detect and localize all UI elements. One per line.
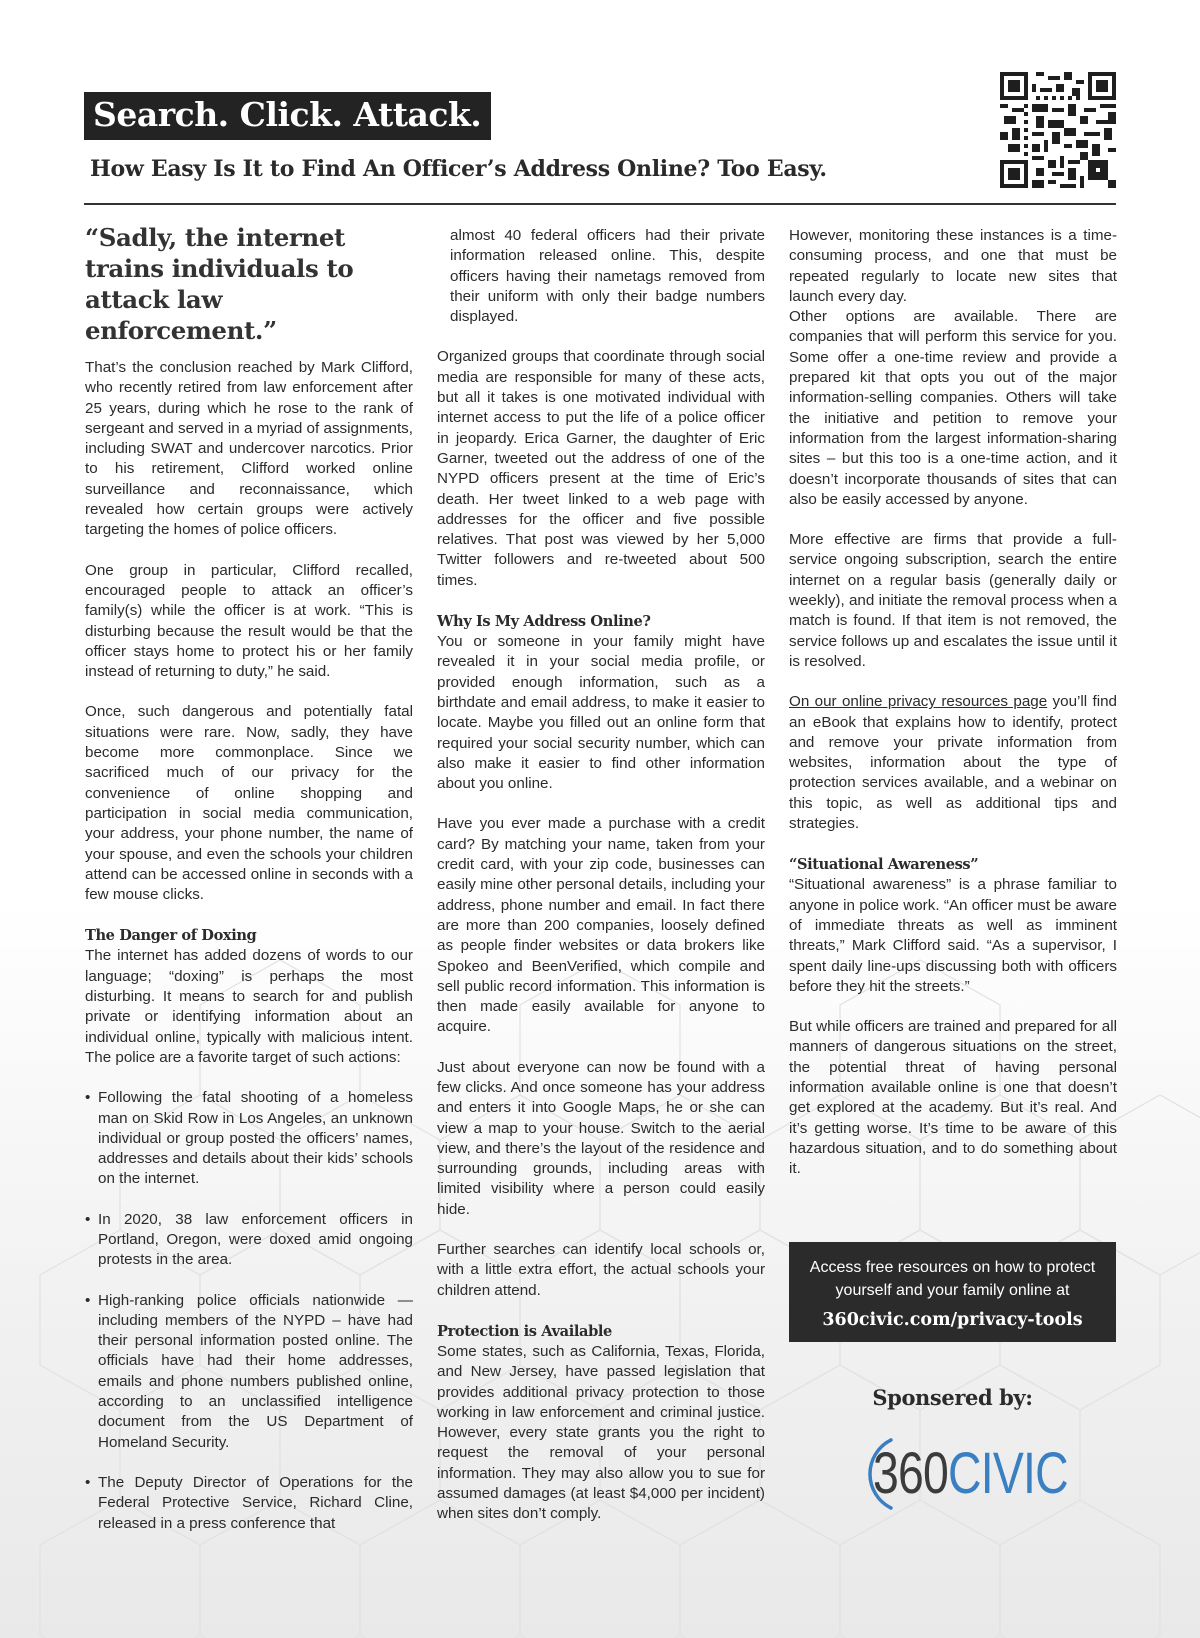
column-2 bbox=[437, 226, 765, 1545]
section-heading-situational-awareness: “Situational Awareness” bbox=[789, 856, 979, 874]
paragraph: One group in particular, Clifford recalled, encouraged people to attack an officer’s family(s) while the officer is at work. “This is disturbing because the result would be that the officer stays home to protect his or her family instead of returning to duty,” he said. bbox=[85, 561, 413, 681]
section-heading-protection: Protection is Available bbox=[437, 1322, 612, 1340]
list-item: • The Deputy Director of Operations for the Federal Protective Service, Richard Cline, released in a press conference that bbox=[85, 1473, 413, 1534]
paragraph: Some states, such as California, Texas, Florida, and New Jersey, have passed legislation that provides additional privacy protection to those working in law enforcement and criminal justice. However, every state grants you the right to request the removal of your personal information. They may also allow you to sue for assumed damages (at least $4,000 per incident) when sites don’t comply. bbox=[437, 1342, 765, 1523]
sponsor-label: Sponsered by: bbox=[872, 1385, 1033, 1410]
paragraph bbox=[789, 692, 1117, 834]
paragraph: Have you ever made a purchase with a credit card? By matching your name, taken from your credit card, with your zip code, businesses can easily mine other personal details, including your address, phone number and email. In fact there are more than 200 companies, loosely defined as people finder websites or data brokers like Spokeo and BeenVerified, which compile and sell public record information. This information is then made easily available for anyone to acquire. bbox=[437, 815, 765, 1036]
doxing-examples-list bbox=[85, 1088, 413, 1534]
paragraph: The internet has added dozens of words to our language; “doxing” is perhaps the most disturbing. It means to search for and publish private or identifying information about an individual online, typically with malicious intent. The police are a favorite target of such actions: bbox=[85, 947, 413, 1066]
list-item: • In 2020, 38 law enforcement officers in Portland, Oregon, were doxed amid ongoing protests in the area. bbox=[85, 1210, 413, 1271]
column-3 bbox=[789, 226, 1117, 1199]
bullet-continuation: almost 40 federal officers had their private information released online. This, despite officers having their nametags removed from their uniform with only their badge numbers displayed. bbox=[450, 227, 765, 326]
section-heading-doxing: The Danger of Doxing bbox=[85, 927, 257, 945]
list-item: • High-ranking police officials nationwide — including members of the NYPD – have had their personal information posted online. The officials have had their home addresses, emails and phone numbers published online, according to an unclassified intelligence document from the US Department of Homeland Security. bbox=[85, 1291, 413, 1453]
paragraph: Once, such dangerous and potentially fatal situations were rare. Now, sadly, they have become more commonplace. Since we sacrificed much of our privacy for the convenience of online shopping and participation in social media communication, your address, your phone number, the name of your spouse, and even the schools your children attend can be accessed online in seconds with a few mouse clicks. bbox=[85, 703, 413, 904]
header-divider bbox=[84, 203, 1116, 205]
resources-callout[interactable] bbox=[789, 1242, 1116, 1342]
privacy-tools-link[interactable]: 360civic.com/privacy-tools bbox=[822, 1310, 1083, 1330]
paragraph: That’s the conclusion reached by Mark Clifford, who recently retired from law enforcement after 25 years, during which he rose to the rank of sergeant and served in a myriad of assignments, including SWAT and undercover narcotics. Prior to his retirement, Clifford worked online surveillance and reconnaissance, which revealed how certain groups were actively targeting the homes of police officers. bbox=[85, 359, 413, 539]
paragraph: “Situational awareness” is a phrase familiar to anyone in police work. “An officer must be aware of immediate threats as well as imminent threats,” Mark Clifford said. “As a supervisor, I spent daily line-ups discussing both with officers before they hit the streets.” bbox=[789, 876, 1117, 995]
paragraph: Just about everyone can now be found with a few clicks. And once someone has your address and enters it into Google Maps, he or she can view a map to your house. Switch to the aerial view, and there’s the layout of the residence and surrounding grounds, including areas with limited visibility where a person could easily hide. bbox=[437, 1058, 765, 1218]
paragraph: However, monitoring these instances is a time-consuming process, and one that must be repeated regularly to locate new sites that launch every day. bbox=[789, 227, 1117, 305]
360civic-logo bbox=[843, 1432, 1068, 1516]
paragraph: Organized groups that coordinate through social media are responsible for many of these acts, but all it takes is one motivated individual with internet access to put the life of a police officer in jeopardy. Erica Garner, the daughter of Eric Garner, tweeted out the address of one of the NYPD officers present at the time of Eric’s death. Her tweet linked to a web page with addresses for the officer and five possible relatives. That post was viewed by her 5,000 Twitter followers and re-tweeted about 500 times. bbox=[437, 348, 765, 589]
column-1 bbox=[85, 222, 413, 1554]
section-heading-why-online: Why Is My Address Online? bbox=[437, 613, 651, 631]
callout-text: Access free resources on how to protect yourself and your family online at bbox=[809, 1259, 1096, 1299]
paragraph-text: you’ll find an eBook that explains how to identify, protect and remove your private information from websites, information about the type of protection services available, and a webinar on this topic, as well as additional tips and strategies. bbox=[789, 693, 1117, 833]
paragraph: But while officers are trained and prepared for all manners of dangerous situations on the street, the potential threat of having personal information available online is one that doesn’t get explored at the academy. But it’s real. And it’s getting worse. It’s time to be aware of this hazardous situation, and to do something about it. bbox=[789, 1018, 1117, 1178]
list-item: • Following the fatal shooting of a homeless man on Skid Row in Los Angeles, an unknown individual or group posted the officers’ names, addresses and details about their kids’ schools on the internet. bbox=[85, 1088, 413, 1189]
pull-quote: “Sadly, the internet trains individuals to attack law enforcement.” bbox=[85, 223, 354, 345]
tagline-banner: Search. Click. Attack. bbox=[84, 92, 491, 140]
logo-word: CIVIC bbox=[948, 1441, 1068, 1506]
logo-number: 360 bbox=[873, 1441, 949, 1506]
paragraph: You or someone in your family might have revealed it in your social media profile, or provided enough information, such as a birthdate and email address, to make it easier to locate. Maybe you filled out an online form that required your social security number, which can also make it easier to find other information about you online. bbox=[437, 633, 765, 793]
paragraph: More effective are firms that provide a full-service ongoing subscription, search the entire internet on a regular basis (generally daily or weekly), and initiate the removal process when a match is found. If that item is not removed, the service follows up and escalates the issue until it is resolved. bbox=[789, 531, 1117, 670]
logo-wordmark bbox=[873, 1438, 1068, 1510]
paragraph: Further searches can identify local schools or, with a little extra effort, the actual schools your children attend. bbox=[437, 1241, 765, 1299]
paragraph: Other options are available. There are companies that will perform this service for you. Some offer a one-time review and provide a prepared kit that opts you out of the major information-selling companies. Others will take the initiative and petition to remove your information from the largest information-sharing sites – but this too is a one-time action, and it doesn’t incorporate thousands of sites that can also be easily accessed by anyone. bbox=[789, 308, 1117, 508]
privacy-resources-link[interactable]: On our online privacy resources page bbox=[789, 693, 1048, 711]
qr-code-icon[interactable] bbox=[1000, 72, 1116, 188]
article-headline: How Easy Is It to Find An Officer’s Address Online? Too Easy. bbox=[90, 156, 827, 182]
